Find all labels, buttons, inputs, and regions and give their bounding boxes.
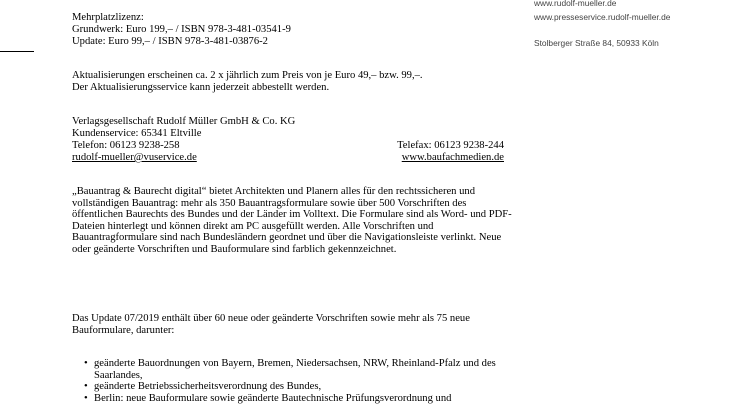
publisher-phone: Telefon: 06123 9238-258 (72, 140, 180, 151)
list-item (72, 358, 532, 381)
list-item (72, 393, 532, 405)
bullet-icon: • (84, 392, 88, 404)
bullet-text: Berlin: neue Bauformulare sowie geänderte Bautechnische Prüfungsverordnung und (94, 392, 452, 404)
email-web-row (72, 152, 504, 164)
updates-line-2: Der Aktualisierungsservice kann jederzeit abbestellt werden. (72, 82, 330, 93)
sidebar-website[interactable]: www.rudolf-mueller.de (534, 0, 617, 8)
publisher-email-link[interactable]: rudolf-mueller@vuservice.de (72, 152, 197, 163)
sidebar-press-website[interactable]: www.presseservice.rudolf-mueller.de (534, 12, 671, 22)
license-grundwerk: Grundwerk: Euro 199,– / ISBN 978-3-481-03541-9 (72, 24, 291, 35)
license-heading: Mehrplatzlizenz: (72, 12, 144, 23)
publisher-website-link[interactable]: www.baufachmedien.de (401, 152, 504, 163)
publisher-fax: Telefax: 06123 9238-244 (397, 140, 504, 151)
update-bullet-list (72, 358, 532, 404)
margin-rule (0, 51, 34, 52)
updates-line-1: Aktualisierungen erscheinen ca. 2 x jährlich zum Preis von je Euro 49,– bzw. 99,–. (72, 70, 423, 81)
description-paragraph: „Bauantrag & Baurecht digital“ bietet Architekten und Planern alles für den rechtssicheren und vollständigen Bauantrag: mehr als 350 Bauantragsformulare sowie über 500 Vorschriften des öffentlichen Baurechts des Bundes und der Länder im Volltext. Die Formulare sind als Word- und PDF-Dateien hinterlegt und können direkt am PC ausgefüllt werden. Alle Vorschriften und Bauantragformulare sind nach Bundesländern geordnet und über die Navigationsleiste verlinkt. Neue oder geänderte Vorschriften und Bauformulare sind farblich gekennzeichnet. (72, 186, 512, 255)
update-intro-paragraph: Das Update 07/2019 enthält über 60 neue oder geänderte Vorschriften sowie mehr als 75 neue Bauformulare, darunter: (72, 313, 470, 336)
publisher-service: Kundenservice: 65341 Eltville (72, 128, 202, 139)
publisher-name: Verlagsgesellschaft Rudolf Müller GmbH & Co. KG (72, 116, 296, 127)
bullet-icon: • (84, 381, 88, 393)
bullet-icon: • (84, 358, 88, 369)
list-item (72, 381, 532, 393)
bullet-text: geänderte Bauordnungen von Bayern, Bremen, Niedersachsen, NRW, Rheinland-Pfalz und des Saarlandes, (94, 358, 496, 381)
sidebar-address: Stolberger Straße 84, 50933 Köln (534, 38, 659, 48)
bullet-text: geänderte Betriebssicherheitsverordnung des Bundes, (94, 381, 322, 393)
phone-fax-row (72, 140, 504, 152)
license-update: Update: Euro 99,– / ISBN 978-3-481-03876-2 (72, 36, 268, 47)
